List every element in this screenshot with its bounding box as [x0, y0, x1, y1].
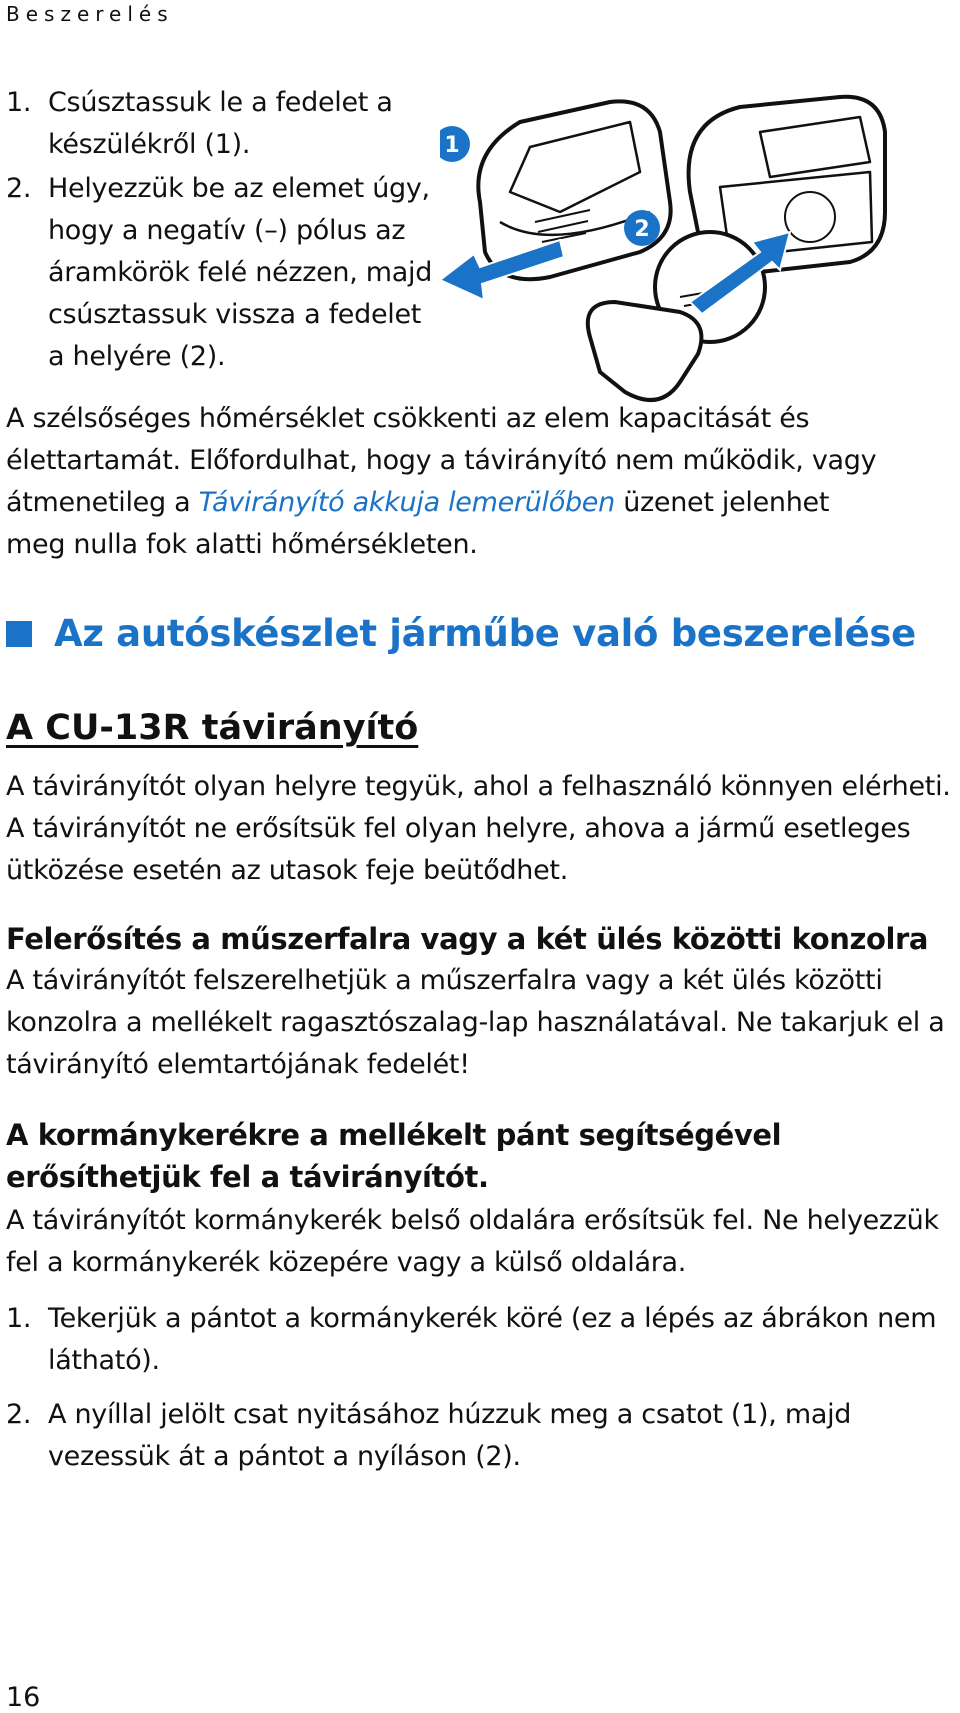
list-item — [6, 1298, 956, 1382]
step-text: Helyezzük be az elemet úgy, hogy a negatív (–) pólus az áramkörök felé nézzen, majd csúsztassuk vissza a fedelet a helyére (2). — [48, 173, 433, 372]
callout-1-label: 1 — [444, 133, 460, 158]
note-text: A szélsőséges hőmérséklet csökkenti az elem kapacitását és élettartamát. Előfordulhat, hogy a távirányító nem működik, vagy átmenetileg a — [6, 403, 877, 518]
step-text: Csúsztassuk le a fedelet a készülékről (1). — [48, 87, 393, 160]
strap-steps-list — [6, 1298, 956, 1478]
remote-battery-diagram — [440, 92, 960, 422]
section-square-icon — [6, 621, 32, 647]
wheel-mount-heading: A kormánykerékre a mellékelt pánt segítségével erősíthetjük fel a távirányítót. — [6, 1118, 782, 1194]
page-number: 16 — [6, 1682, 41, 1713]
battery-install-illustration — [440, 92, 960, 422]
temperature-note — [6, 398, 896, 566]
console-mount-paragraph: A távirányítót felszerelhetjük a műszerfalra vagy a két ülés közötti konzolra a mellékelt ragasztószalag-lap használatával. Ne takarjuk el a távirányító elemtartójának fedelét! — [6, 965, 945, 1080]
wheel-mount-paragraph: A távirányítót kormánykerék belső oldalára erősítsük fel. Ne helyezzük fel a kormánykerék közepére vagy a külső oldalára. — [6, 1205, 939, 1278]
message-highlight: Távirányító akkuja lemerülőben — [198, 487, 615, 518]
section-title: Az autóskészlet járműbe való beszerelése — [54, 612, 916, 655]
console-mount-heading: Felerősítés a műszerfalra vagy a két ülés közötti konzolra — [6, 922, 929, 956]
step-number: 2. — [6, 1399, 32, 1430]
placement-paragraph: A távirányítót olyan helyre tegyük, ahol a felhasználó könnyen elérheti. A távirányítót ne erősítsük fel olyan helyre, ahova a jármű esetleges ütközése esetén az utasok feje beütődhet. — [6, 771, 951, 886]
step-text: Tekerjük a pántot a kormánykerék köré (ez a lépés az ábrákon nem látható). — [48, 1303, 937, 1376]
section-heading — [6, 612, 916, 655]
battery-cover — [588, 302, 702, 400]
remote-device-1 — [478, 101, 670, 279]
list-item — [6, 82, 436, 166]
callout-2-label: 2 — [634, 217, 650, 242]
step-number: 1. — [6, 87, 32, 118]
note-text-end: üzenet jelenhet meg nulla fok alatti hőmérsékleten. — [6, 487, 830, 560]
list-item — [6, 1394, 956, 1478]
subsection-title: A CU-13R távirányító — [6, 708, 419, 748]
step-number: 1. — [6, 1303, 32, 1334]
install-steps-list — [6, 82, 436, 378]
list-item — [6, 168, 436, 378]
step-number: 2. — [6, 173, 32, 204]
page-header: Beszerelés — [6, 2, 174, 26]
step-text: A nyíllal jelölt csat nyitásához húzzuk meg a csatot (1), majd vezessük át a pántot a nyíláson (2). — [48, 1399, 852, 1472]
